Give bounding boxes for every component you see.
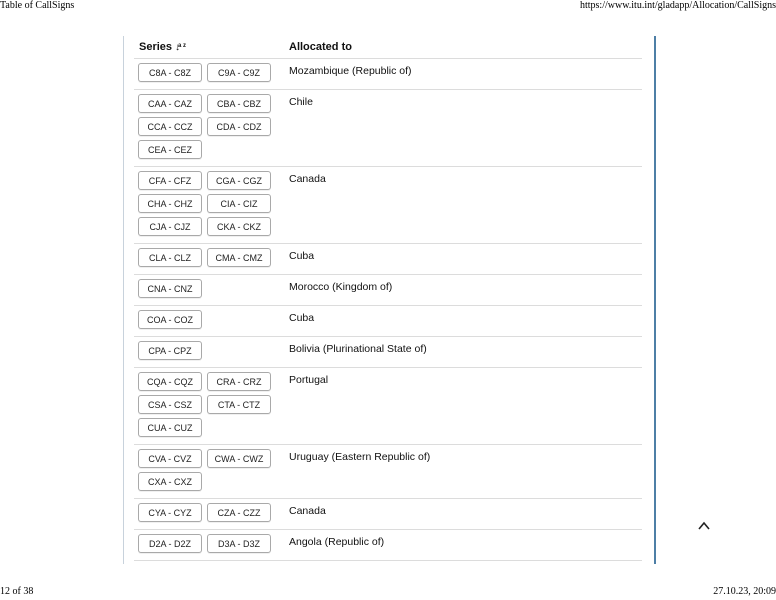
series-range-button[interactable]: CIA - CIZ <box>207 194 271 213</box>
series-range-button[interactable]: CFA - CFZ <box>138 171 202 190</box>
series-cell <box>134 368 285 445</box>
series-chip-group <box>138 63 280 86</box>
series-range-button[interactable]: CNA - CNZ <box>138 279 202 298</box>
allocated-country: Mozambique (Republic of) <box>285 59 642 90</box>
series-range-button[interactable]: D2A - D2Z <box>138 534 202 553</box>
series-range-button[interactable]: CWA - CWZ <box>207 449 271 468</box>
series-range-button[interactable]: CQA - CQZ <box>138 372 202 391</box>
series-range-button[interactable]: CKA - CKZ <box>207 217 271 236</box>
series-range-button[interactable]: CDA - CDZ <box>207 117 271 136</box>
series-range-button[interactable]: CEA - CEZ <box>138 140 202 159</box>
chevron-up-icon[interactable] <box>697 519 711 533</box>
table-row <box>134 244 642 275</box>
series-chip-group <box>138 171 280 240</box>
series-range-button[interactable]: C8A - C8Z <box>138 63 202 82</box>
table-row <box>134 90 642 167</box>
series-range-button[interactable]: CZA - CZZ <box>207 503 271 522</box>
series-column-header[interactable] <box>134 36 285 59</box>
series-cell <box>134 244 285 275</box>
allocated-country: Cuba <box>285 244 642 275</box>
series-chip-group <box>138 310 280 333</box>
table-row <box>134 59 642 90</box>
series-chip-group <box>138 248 280 271</box>
series-range-button[interactable]: CXA - CXZ <box>138 472 202 491</box>
series-chip-group <box>138 503 280 526</box>
series-chip-group <box>138 94 280 163</box>
series-cell <box>134 306 285 337</box>
print-footer-page: 12 of 38 <box>0 586 34 597</box>
table-row <box>134 275 642 306</box>
series-range-button[interactable]: C9A - C9Z <box>207 63 271 82</box>
series-cell <box>134 59 285 90</box>
table-row <box>134 530 642 561</box>
table-row <box>134 368 642 445</box>
print-header-url: https://www.itu.int/gladapp/Allocation/CallSigns <box>579 0 776 11</box>
series-chip-group <box>138 449 280 495</box>
series-header-label: Series <box>139 41 173 53</box>
series-range-button[interactable]: D3A - D3Z <box>207 534 271 553</box>
series-range-button[interactable]: CRA - CRZ <box>207 372 271 391</box>
series-range-button[interactable]: CJA - CJZ <box>138 217 202 236</box>
series-range-button[interactable]: CYA - CYZ <box>138 503 202 522</box>
allocated-country: Bolivia (Plurinational State of) <box>285 337 642 368</box>
table-row <box>134 306 642 337</box>
callsign-table-panel <box>123 36 656 564</box>
series-range-button[interactable]: CGA - CGZ <box>207 171 271 190</box>
callsign-table <box>134 36 642 561</box>
series-range-button[interactable]: CAA - CAZ <box>138 94 202 113</box>
series-chip-group <box>138 372 280 441</box>
series-cell <box>134 530 285 561</box>
series-chip-group <box>138 534 280 557</box>
series-cell <box>134 167 285 244</box>
sort-ascending-icon[interactable]: ↓$^{a z}$ <box>175 42 187 53</box>
series-range-button[interactable]: CCA - CCZ <box>138 117 202 136</box>
table-header-row <box>134 36 642 59</box>
table-row <box>134 167 642 244</box>
table-row <box>134 337 642 368</box>
series-cell <box>134 90 285 167</box>
series-chip-group <box>138 341 280 364</box>
series-range-button[interactable]: CSA - CSZ <box>138 395 202 414</box>
series-cell <box>134 275 285 306</box>
series-cell <box>134 499 285 530</box>
allocated-country: Canada <box>285 499 642 530</box>
series-cell <box>134 337 285 368</box>
series-cell <box>134 445 285 499</box>
table-body <box>134 59 642 561</box>
allocated-country: Canada <box>285 167 642 244</box>
allocated-column-header: Allocated to <box>285 36 642 59</box>
series-range-button[interactable]: CBA - CBZ <box>207 94 271 113</box>
series-range-button[interactable]: CPA - CPZ <box>138 341 202 360</box>
allocated-country: Morocco (Kingdom of) <box>285 275 642 306</box>
allocated-country: Chile <box>285 90 642 167</box>
print-header-title: Table of CallSigns <box>0 0 75 11</box>
series-range-button[interactable]: COA - COZ <box>138 310 202 329</box>
series-range-button[interactable]: CHA - CHZ <box>138 194 202 213</box>
series-range-button[interactable]: CLA - CLZ <box>138 248 202 267</box>
series-chip-group <box>138 279 280 302</box>
series-range-button[interactable]: CTA - CTZ <box>207 395 271 414</box>
table-row <box>134 445 642 499</box>
table-row <box>134 499 642 530</box>
allocated-country: Angola (Republic of) <box>285 530 642 561</box>
print-footer-datetime: 27.10.23, 20:09 <box>713 586 776 597</box>
series-range-button[interactable]: CVA - CVZ <box>138 449 202 468</box>
allocated-country: Cuba <box>285 306 642 337</box>
allocated-country: Uruguay (Eastern Republic of) <box>285 445 642 499</box>
series-range-button[interactable]: CUA - CUZ <box>138 418 202 437</box>
allocated-country: Portugal <box>285 368 642 445</box>
series-range-button[interactable]: CMA - CMZ <box>207 248 271 267</box>
